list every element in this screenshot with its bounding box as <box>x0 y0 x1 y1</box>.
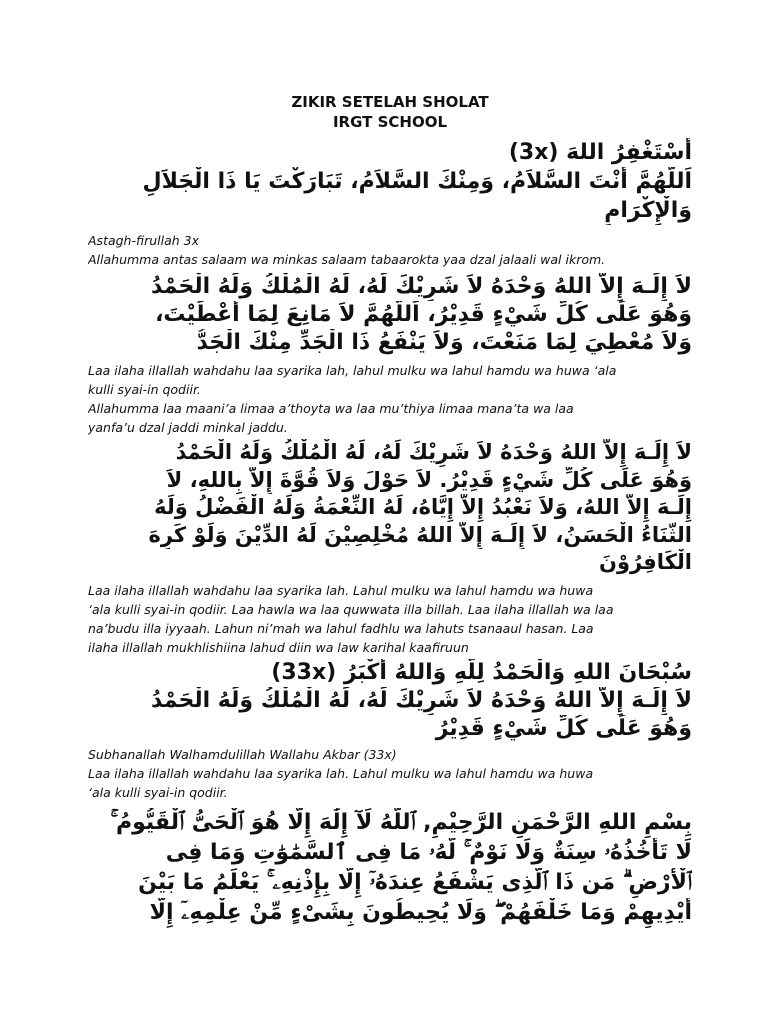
arabic-line: بِسْمِ اللهِ الرَّحْمَنِ الرَّحِيْمِ, ٱللَّهُ لَآ إِلَٰهَ إِلَّا هُوَ ٱلْحَىُّ ٱلْقَيُّومُ ۚ <box>110 809 692 835</box>
document-subtitle: IRGT SCHOOL <box>332 113 448 131</box>
section-5-arabic <box>88 808 692 928</box>
section-1-arabic <box>88 138 692 225</box>
section-2-arabic <box>88 273 692 357</box>
transliteration-line: Laa ilaha illallah wahdahu laa syarika lah, lahul mulku wa lahul hamdu wa huwa ‘ala <box>88 363 617 378</box>
arabic-line: وَهُوَ عَلَى كُلِّ شَيْءٍ قَدِيْرُ، اَللَّهُمَّ لاَ مَانِعَ لِمَا أَعْطَيْتَ، <box>155 302 692 327</box>
transliteration-line: na’budu illa iyyaah. Lahun ni’mah wa lahul fadhlu wa lahuts tsanaaul hasan. Laa <box>88 620 594 636</box>
arabic-line: الْكَافِرُوْنَ <box>599 550 692 574</box>
arabic-line: اَللَّهُمَّ أَنْتَ السَّلاَمُ، وَمِنْكَ السَّلاَمُ، تَبَارَكْتَ يَا ذَا الْجَلاَلِ <box>142 169 692 194</box>
arabic-line: الثَّنَاءُ الْحَسَنُ، لاَ إِلَـهَ إِلاَّ اللهُ مُخْلِصِيْنَ لَهُ الدِّيْنَ وَلَوْ كَرِهَ <box>148 522 692 547</box>
transliteration-line: ‘ala kulli syai-in qodiir. Laa hawla wa laa quwwata illa billah. Laa ilaha illallah wa laa <box>88 601 614 617</box>
transliteration-line: Allahumma antas salaam wa minkas salaam tabaarokta yaa dzal jalaali wal ikrom. <box>88 252 606 267</box>
transliteration-line: Allahumma laa maani’a limaa a’thoyta wa laa mu’thiya limaa mana’ta wa laa <box>88 401 574 416</box>
arabic-line: إِلَـهَ إِلاَّ اللهُ، وَلاَ نَعْبُدُ إِلاَّ إِيَّاهُ، لَهُ النِّعْمَةُ وَلَهُ الْفَضْلُ وَلَهُ <box>154 495 692 519</box>
document-page <box>88 92 692 928</box>
arabic-line: وَلاَ مُعْطِيَ لِمَا مَنَعْتَ، وَلاَ يَنْفَعُ ذَا الْجَدِّ مِنْكَ الْجَدُّ <box>196 330 692 355</box>
arabic-line: وَالْإِكْرَامِ <box>604 198 692 223</box>
section-4-arabic <box>88 659 692 743</box>
arabic-line: وَهُوَ عَلَى كُلِّ شَيْءٍ قَدِيْرُ <box>435 715 692 741</box>
document-title: ZIKIR SETELAH SHOLAT <box>291 93 489 111</box>
section-2-transliteration <box>88 361 692 437</box>
transliteration-line: Laa ilaha illallah wahdahu laa syarika lah. Lahul mulku wa lahul hamdu wa huwa <box>88 765 594 781</box>
section-1-transliteration <box>88 231 692 269</box>
transliteration-line: ilaha illallah mukhlishiina lahud diin wa law karihal kaafiruun <box>88 639 469 655</box>
arabic-line: لاَ إِلَـهَ إِلاَّ اللهُ وَحْدَهُ لاَ شَرِيْكَ لَهُ، لَهُ الْمُلْكُ وَلَهُ الْحَمْدُ <box>151 687 692 713</box>
arabic-line: وَهُوَ عَلَى كُلِّ شَيْءٍ قَدِيْرُ. لاَ حَوْلَ وَلاَ قُوَّةَ إِلاَّ بِاللهِ، لاَ <box>166 467 692 492</box>
transliteration-line: Astagh-firullah 3x <box>88 233 199 248</box>
arabic-line: لَا تَأْخُذُهُۥ سِنَةٌ وَلَا نَوْمٌ ۚ لَّهُۥ مَا فِى ٱلسَّمَٰوَٰتِ وَمَا فِى <box>165 839 692 865</box>
transliteration-line: kulli syai-in qodiir. <box>88 382 201 397</box>
section-3-arabic <box>88 439 692 577</box>
arabic-line: ٱلْأَرْضِ ۗ مَن ذَا ٱلَّذِى يَشْفَعُ عِندَهُۥٓ إِلَّا بِإِذْنِهِۦ ۚ يَعْلَمُ مَا بَيْنَ <box>138 869 692 895</box>
transliteration-line: Laa ilaha illallah wahdahu laa syarika lah. Lahul mulku wa lahul hamdu wa huwa <box>88 582 594 598</box>
transliteration-line: Subhanallah Walhamdulillah Wallahu Akbar (33x) <box>88 746 397 762</box>
section-4-transliteration <box>88 745 692 802</box>
arabic-line: لاَ إِلَـهَ إِلاَّ اللهُ وَحْدَهُ لاَ شَرِيْكَ لَهُ، لَهُ الْمُلْكُ وَلَهُ الْحَمْدُ <box>151 274 692 299</box>
transliteration-line: yanfa’u dzal jaddi minkal jaddu. <box>88 420 288 435</box>
arabic-line: أَيْدِيهِمْ وَمَا خَلْفَهُمْ ۖ وَلَا يُحِيطُونَ بِشَىْءٍ مِّنْ عِلْمِهِۦٓ إِلَّا <box>149 899 692 925</box>
arabic-line: سُبْحَانَ اللهِ وَالْحَمْدُ لِلَّهِ وَاللهُ أَكْبَرُ (33x) <box>271 659 692 685</box>
arabic-line: أَسْتَغْفِرُ اللهَ (3x) <box>508 140 692 165</box>
section-3-transliteration <box>88 581 692 657</box>
arabic-line: لاَ إِلَـهَ إِلاَّ اللهُ وَحْدَهُ لاَ شَرِيْكَ لَهُ، لَهُ الْمُلْكُ وَلَهُ الْحَمْدُ <box>175 440 692 464</box>
transliteration-line: ‘ala kulli syai-in qodiir. <box>88 784 228 800</box>
